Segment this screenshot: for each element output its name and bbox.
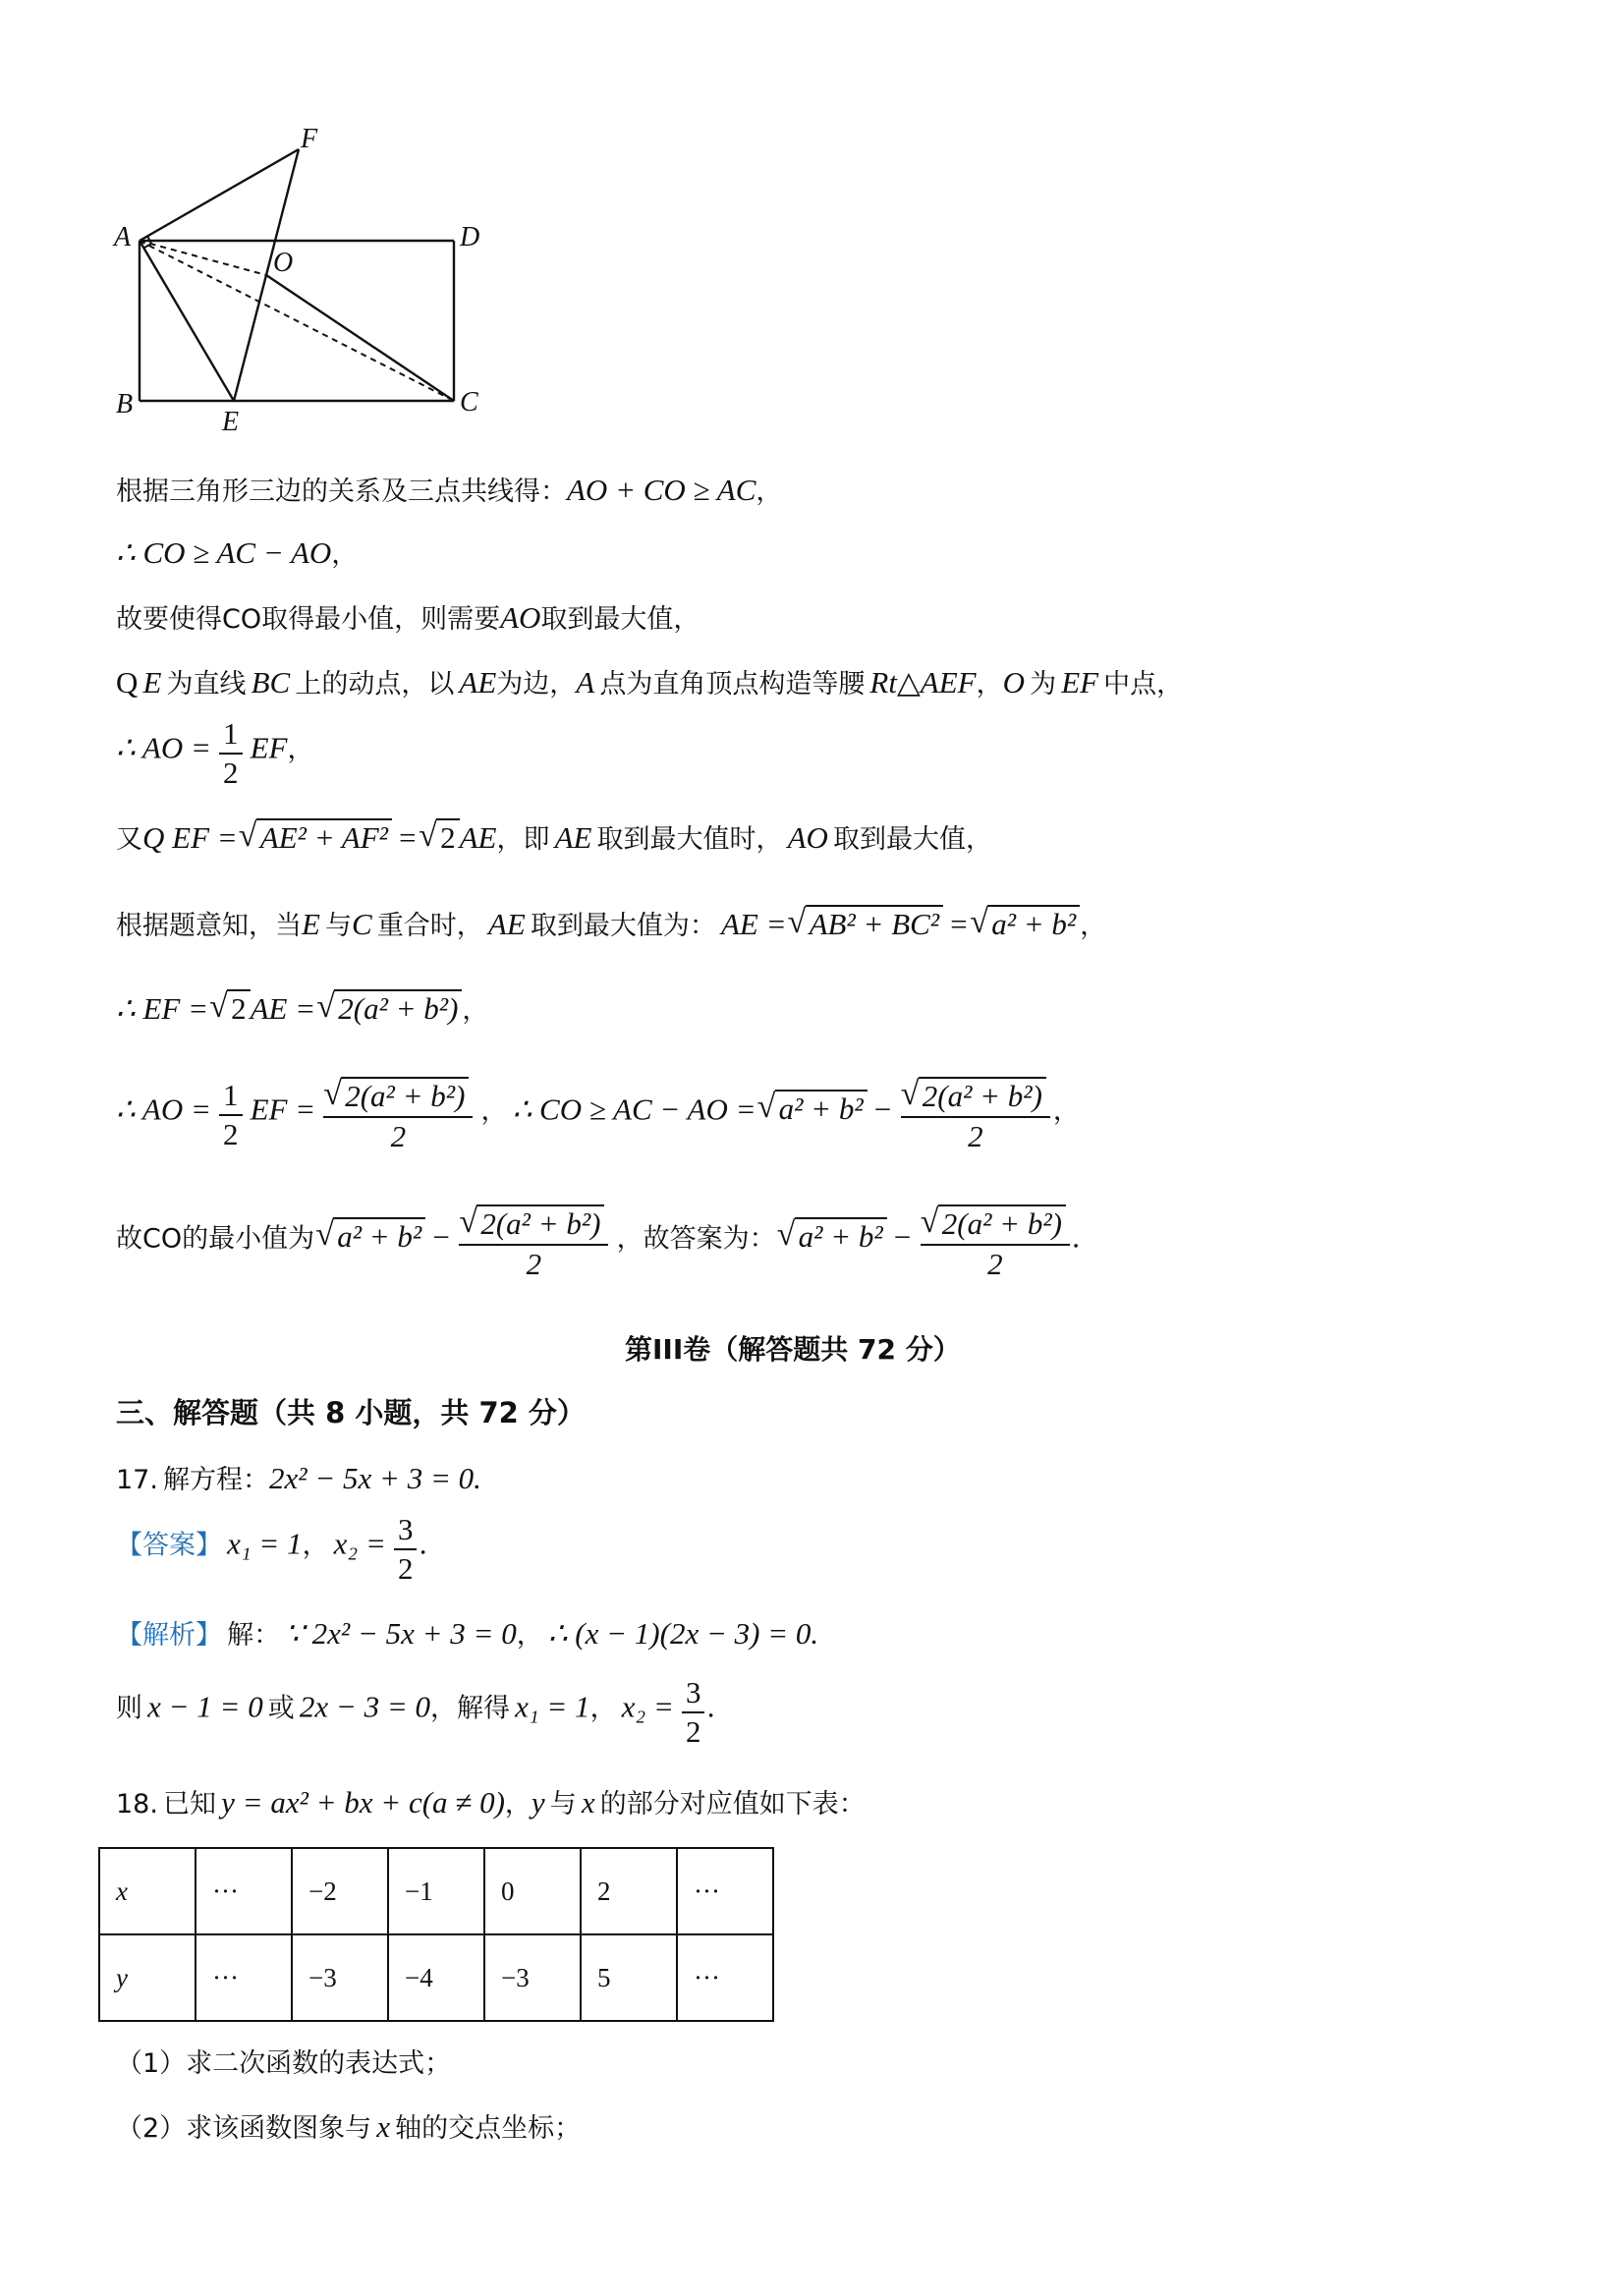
math: x₁ = 1 bbox=[227, 1526, 303, 1561]
text: 的最小值为 bbox=[182, 1223, 315, 1255]
text: 取到最大值为： bbox=[530, 911, 716, 941]
text: 或 bbox=[267, 1693, 295, 1724]
question-number: 17. bbox=[116, 1465, 158, 1495]
math: E bbox=[142, 665, 162, 700]
text: 与 bbox=[549, 1789, 577, 1820]
text: 故 bbox=[116, 1223, 142, 1255]
fraction: $\frac{1}{2}$ bbox=[219, 717, 243, 790]
fraction: $\frac{3}{2}$ bbox=[682, 1676, 705, 1749]
line-triangle-inequality bbox=[116, 470, 782, 508]
text: 与 bbox=[325, 911, 353, 941]
table-cell: ··· bbox=[196, 1934, 292, 2021]
math: − bbox=[891, 1219, 913, 1255]
text: ，故答案为： bbox=[616, 1223, 776, 1255]
math: AO bbox=[787, 820, 828, 855]
math: EF = bbox=[250, 1092, 316, 1127]
label-b: B bbox=[116, 389, 134, 420]
punct: ， bbox=[1052, 1095, 1080, 1127]
radical: √ 2 bbox=[227, 989, 251, 1027]
text: 解： bbox=[227, 1620, 281, 1651]
text: （2）求该函数图象与 bbox=[116, 2113, 372, 2144]
table-cell: ··· bbox=[196, 1848, 292, 1934]
text: 为 bbox=[1030, 669, 1057, 700]
line-moving-point bbox=[116, 662, 1183, 700]
math: x₂ = bbox=[333, 1526, 386, 1561]
text: 重合时， bbox=[376, 911, 483, 941]
fraction: √ $\frac{\text{2(a² + b²)}}{2}$ bbox=[323, 1077, 473, 1153]
punct: ， bbox=[589, 1693, 617, 1724]
math: − bbox=[871, 1092, 893, 1127]
table-cell: ··· bbox=[677, 1934, 773, 2021]
radical: √ AE² + AF² bbox=[256, 818, 392, 856]
segment-ae bbox=[140, 241, 234, 401]
math: x bbox=[376, 2109, 391, 2144]
math: ∴ AO = bbox=[116, 1092, 211, 1127]
label-o: O bbox=[273, 248, 294, 278]
math: x₂ = bbox=[621, 1689, 674, 1724]
table-cell: x bbox=[99, 1848, 196, 1934]
math: ∴ AO = bbox=[116, 730, 211, 765]
text: 解方程： bbox=[163, 1465, 270, 1495]
math: x − 1 = 0 bbox=[147, 1689, 263, 1724]
dashed-ao bbox=[140, 241, 266, 275]
radical: √ AB² + BC² bbox=[806, 905, 944, 942]
math: = bbox=[948, 907, 970, 941]
radical: √ 2(a² + b²) bbox=[334, 989, 462, 1027]
punct: . bbox=[420, 1526, 428, 1561]
text: 中点， bbox=[1103, 669, 1184, 700]
text: 点为直角顶点构造等腰 bbox=[599, 669, 866, 700]
solution-17-roots bbox=[116, 1676, 715, 1749]
text: 根据三角形三边的关系及三点共线得： bbox=[116, 476, 567, 507]
text: 根据题意知，当 bbox=[116, 911, 302, 941]
text: 又 bbox=[116, 824, 142, 855]
label-d: D bbox=[460, 222, 480, 252]
math: ∴ CO ≥ AC − AO = bbox=[512, 1092, 756, 1127]
subquestion-1: （1）求二次函数的表达式； bbox=[116, 2048, 452, 2079]
question-number: 18. bbox=[116, 1789, 158, 1820]
line-ef-value bbox=[116, 988, 488, 1027]
math: y = ax² + bx + c(a ≠ 0) bbox=[221, 1785, 505, 1820]
table-cell: 5 bbox=[581, 1934, 677, 2021]
text: 为边， bbox=[496, 669, 577, 700]
radical: √ a² + b² bbox=[333, 1217, 425, 1255]
math: AE bbox=[459, 820, 497, 855]
punct: . bbox=[811, 1616, 819, 1651]
math: O bbox=[1002, 665, 1026, 700]
table-row bbox=[99, 1934, 773, 2021]
subquestion-2 bbox=[116, 2106, 581, 2145]
text: ， bbox=[976, 669, 1003, 700]
punct: . bbox=[707, 1689, 716, 1724]
text: 的部分对应值如下表： bbox=[599, 1789, 866, 1820]
fraction: √ $\frac{\text{2(a² + b²)}}{2}$ bbox=[459, 1204, 608, 1281]
math: AO + CO ≥ AC bbox=[567, 473, 756, 507]
punct: ， bbox=[331, 539, 359, 570]
label-e: E bbox=[222, 407, 240, 437]
line-ao-half-ef bbox=[116, 717, 313, 790]
math: E bbox=[302, 907, 320, 941]
table-cell: −2 bbox=[292, 1848, 388, 1934]
math: AE bbox=[459, 665, 497, 700]
table-cell: 0 bbox=[484, 1848, 581, 1934]
table-cell: y bbox=[99, 1934, 196, 2021]
solution-tag: 【解析】 bbox=[116, 1620, 222, 1651]
values-table bbox=[98, 1847, 774, 2022]
math: Q bbox=[116, 665, 139, 700]
math: 2x² − 5x + 3 = 0 bbox=[269, 1461, 475, 1495]
punct: . bbox=[474, 1461, 481, 1495]
text: CO bbox=[222, 604, 262, 635]
label-a: A bbox=[114, 222, 132, 252]
line-ef-sqrt bbox=[116, 817, 992, 856]
punct: ， bbox=[1080, 911, 1107, 941]
question-18 bbox=[116, 1782, 866, 1820]
line-ae-max bbox=[116, 904, 1106, 942]
fraction: √ $\frac{\text{2(a² + b²)}}{2}$ bbox=[921, 1204, 1070, 1281]
fraction: $\frac{1}{2}$ bbox=[219, 1079, 243, 1151]
text: 取到最大值， bbox=[540, 604, 700, 635]
text: 则 bbox=[116, 1693, 142, 1724]
math: ∴ EF = bbox=[116, 991, 209, 1026]
table-cell: −3 bbox=[484, 1934, 581, 2021]
math: y bbox=[531, 1785, 545, 1820]
math: Q EF = bbox=[142, 820, 238, 855]
answer-17 bbox=[116, 1513, 427, 1586]
punct: ， bbox=[516, 1620, 543, 1651]
part-heading: 三、解答题（共 8 小题，共 72 分） bbox=[116, 1396, 586, 1429]
punct: ， bbox=[462, 995, 489, 1026]
math: BC bbox=[251, 665, 291, 700]
math: EF bbox=[1061, 665, 1099, 700]
punct: ， bbox=[504, 1789, 532, 1820]
text: 为直线 bbox=[166, 669, 247, 700]
text: CO bbox=[142, 1223, 183, 1255]
punct: ， bbox=[756, 476, 783, 507]
text: ，即 bbox=[496, 824, 550, 855]
fraction: √ $\frac{\text{2(a² + b²)}}{2}$ bbox=[901, 1077, 1050, 1153]
table-cell: 2 bbox=[581, 1848, 677, 1934]
line-ao-co-values bbox=[116, 1077, 1080, 1153]
question-17 bbox=[116, 1458, 481, 1496]
text: 取得最小值，则需要 bbox=[261, 604, 501, 635]
math: AE bbox=[554, 820, 592, 855]
line-co-bound bbox=[116, 532, 358, 571]
math: Rt△AEF bbox=[869, 665, 977, 700]
geometry-figure bbox=[108, 118, 501, 442]
math: = bbox=[397, 820, 418, 855]
punct: ， bbox=[480, 1095, 508, 1127]
label-c: C bbox=[460, 387, 478, 418]
text: 故要使得 bbox=[116, 604, 222, 635]
segment-af bbox=[140, 149, 299, 241]
line-min-condition bbox=[116, 597, 700, 636]
table-row bbox=[99, 1848, 773, 1934]
answer-tag: 【答案】 bbox=[116, 1530, 222, 1561]
math: A bbox=[576, 665, 595, 700]
radical: √ 2 bbox=[436, 818, 460, 856]
text: 已知 bbox=[163, 1789, 217, 1820]
math: C bbox=[352, 907, 372, 941]
punct: ， bbox=[302, 1530, 329, 1561]
text: 取到最大值时， bbox=[596, 824, 783, 855]
punct: ， bbox=[287, 734, 314, 765]
table-cell: −3 bbox=[292, 1934, 388, 2021]
math: ∵ 2x² − 5x + 3 = 0 bbox=[285, 1616, 517, 1651]
table-cell: ··· bbox=[677, 1848, 773, 1934]
radical: √ a² + b² bbox=[775, 1090, 867, 1127]
fraction: $\frac{3}{2}$ bbox=[394, 1513, 418, 1586]
radical: √ a² + b² bbox=[987, 905, 1080, 942]
text: ，解得 bbox=[430, 1693, 510, 1724]
label-f: F bbox=[301, 124, 318, 154]
text: 上的动点，以 bbox=[295, 669, 455, 700]
math: AE = bbox=[250, 991, 316, 1026]
text: 轴的交点坐标； bbox=[395, 2113, 582, 2144]
math: ∴ CO ≥ AC − AO bbox=[116, 535, 332, 570]
math: AO bbox=[500, 600, 541, 635]
line-min-value-answer bbox=[116, 1204, 1081, 1281]
math: AE = bbox=[720, 907, 787, 941]
table-cell: −4 bbox=[388, 1934, 484, 2021]
math: EF bbox=[250, 730, 288, 765]
punct: . bbox=[1072, 1219, 1081, 1255]
math: ∴ (x − 1)(2x − 3) = 0 bbox=[547, 1616, 812, 1651]
math: AE bbox=[487, 907, 526, 941]
math: x bbox=[581, 1785, 595, 1820]
section-title: 第III卷（解答题共 72 分） bbox=[625, 1333, 961, 1366]
radical: √ a² + b² bbox=[795, 1217, 887, 1255]
math: 2x − 3 = 0 bbox=[299, 1689, 430, 1724]
segment-oc bbox=[266, 275, 454, 401]
solution-17 bbox=[116, 1613, 818, 1652]
table-cell: −1 bbox=[388, 1848, 484, 1934]
text: 取到最大值， bbox=[833, 824, 993, 855]
math: x₁ = 1 bbox=[515, 1689, 590, 1724]
math: − bbox=[430, 1219, 452, 1255]
